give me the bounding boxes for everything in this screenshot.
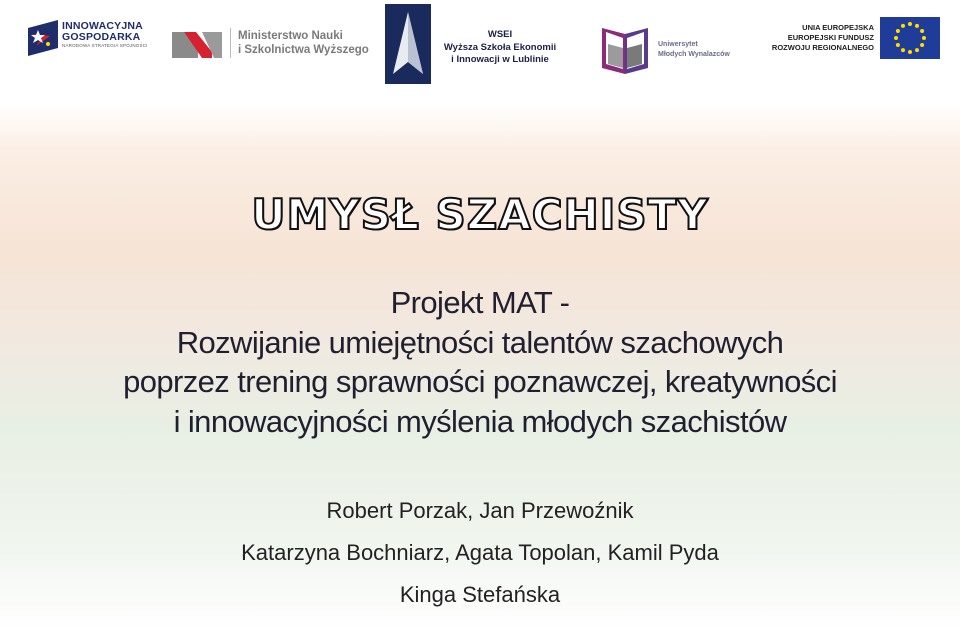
ministerstwo-logo [172,26,372,62]
authors-line-3: Kinga Stefańska [399,582,561,607]
eu-line1: UNIA EUROPEJSKA [802,23,874,32]
wsei-name [440,29,560,67]
uniwersytet-line1: Uniwersytet [658,41,698,48]
logo-bar [0,0,960,95]
eu-flag-icon [880,17,940,59]
subtitle-line-4: i innowacyjności myślenia młodych szachistów [173,403,787,439]
wsei-line3: i Innowacji w Lublinie [451,54,549,65]
eu-line3: ROZWOJU REGIONALNEGO [771,43,874,52]
ministerstwo-divider [230,28,231,58]
wsei-arrow-emblem [385,4,431,84]
page-title: UMYSŁ SZACHISTY [251,190,709,239]
star-flag-icon [28,20,58,56]
open-book-icon [598,24,652,76]
arrow-emblem-icon [385,4,431,84]
subtitle-line-2: Rozwijanie umiejętności talentów szachowych [176,324,784,360]
ministerstwo-line2: i Szkolnictwa Wyższego [238,44,369,56]
subtitle-line-3: poprzez trening sprawności poznawczej, kreatywności [123,364,837,399]
innowacyjna-line2: GOSPODARKA [62,31,141,43]
eu-line2: EUROPEJSKI FUNDUSZ [787,33,874,42]
authors [0,490,960,616]
innowacyjna-tagline: NARODOWA STRATEGIA SPÓJNOŚCI [62,43,148,48]
wsei-line2: Wyższa Szkoła Ekonomii [443,41,557,53]
authors-line-2: Katarzyna Bochniarz, Agata Topolan, Kamil Pyda [241,540,719,565]
authors-line-1: Robert Porzak, Jan Przewoźnik [326,498,634,523]
subtitle [0,283,960,441]
innowacyjna-line1: INNOWACYJNA [62,20,143,32]
wsei-line1: WSEI [487,29,513,40]
innowacyjna-gospodarka-logo [28,18,148,60]
uniwersytet-line2: Młodych Wynalazców [658,50,730,58]
ministry-mark-icon [172,32,224,58]
eu-logo [768,17,946,59]
ministerstwo-line1: Ministerstwo Nauki [238,30,343,42]
uniwersytet-logo [598,24,748,76]
subtitle-line-1: Projekt MAT - [390,285,570,320]
